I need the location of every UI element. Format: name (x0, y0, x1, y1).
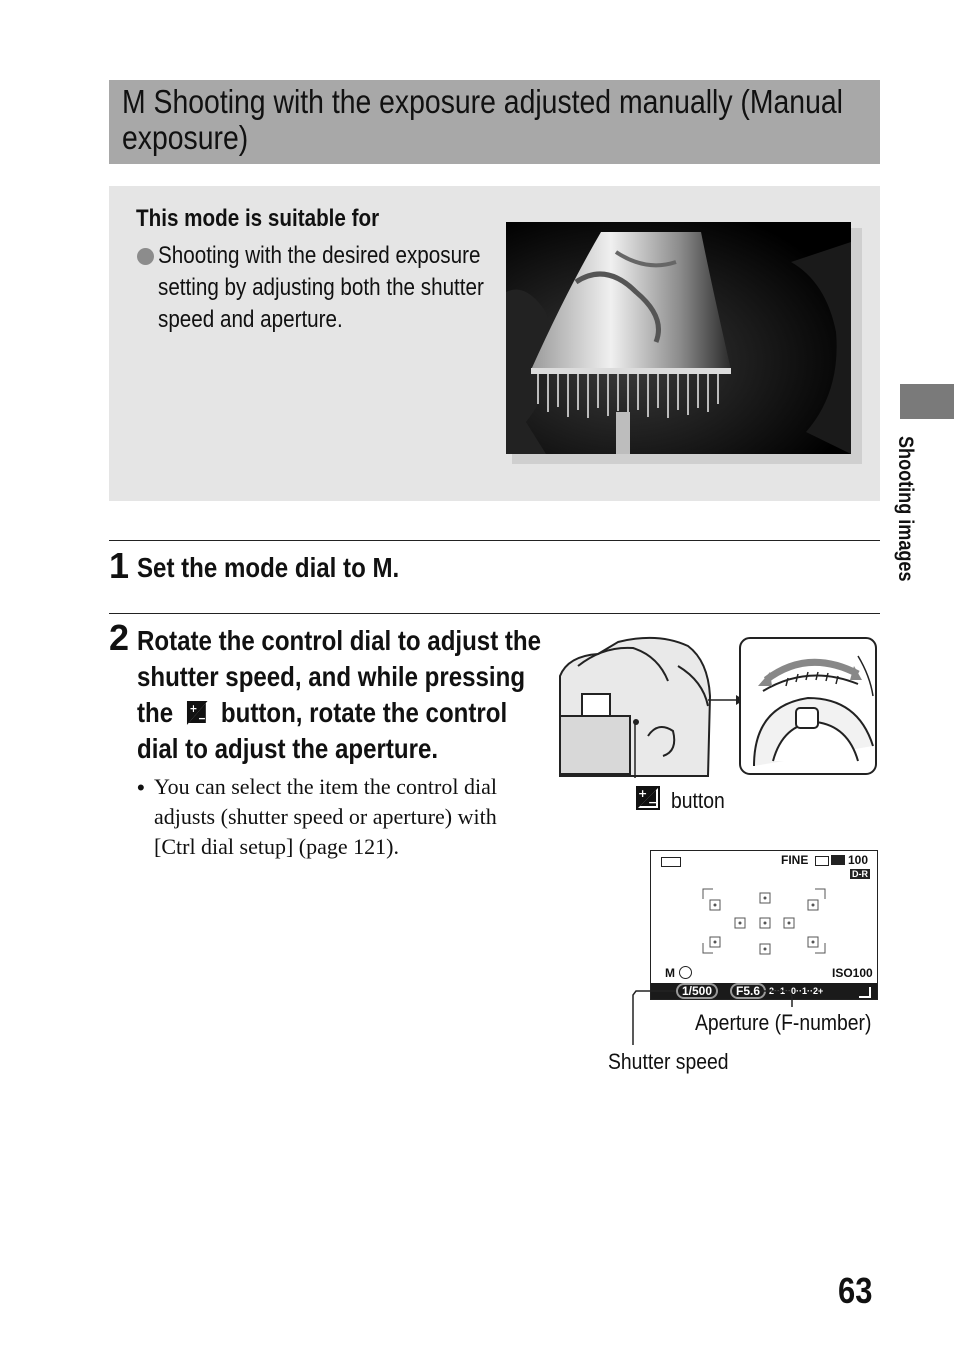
svg-text:+: + (638, 787, 648, 800)
lcd-aperture: F5.6 (730, 983, 766, 999)
mode-letter-icon: M (122, 83, 146, 120)
step-2-number: 2 (109, 617, 130, 658)
lcd-mode: M (665, 966, 675, 980)
lcd-iso: ISO100 (832, 966, 873, 980)
button-caption: button (671, 788, 725, 813)
camera-drawing (558, 636, 878, 778)
svg-text:−: − (648, 796, 658, 809)
lcd-exposure-scale: 2··1··0··1··2+ (769, 986, 824, 996)
step-2-rule (109, 613, 880, 614)
svg-text:−: − (197, 712, 206, 725)
exposure-comp-icon (187, 698, 208, 725)
signal-bars-icon (859, 987, 871, 998)
step-2-note: You can select the item the control dial adjusts (shutter speed or aperture) with [Ctrl dial setup] (page 121). (154, 774, 497, 859)
step-2-text-after: button, rotate the control dial to adjust the aperture. (137, 697, 508, 764)
section-label (893, 436, 923, 616)
title-text: Shooting with the exposure adjusted manually (Manual exposure) (122, 83, 843, 156)
lcd-quality: FINE (781, 853, 809, 867)
lamp-illustration (506, 222, 851, 454)
step-1-text: Set the mode dial to M. (137, 552, 400, 583)
bullet-dot-icon (137, 248, 154, 265)
step-2-text-before: Rotate the control dial to adjust the shutter speed, and while pressing the (137, 625, 542, 728)
page-title (122, 84, 867, 156)
suitable-heading: This mode is suitable for (136, 205, 380, 232)
shutter-caption: Shutter speed (608, 1049, 729, 1074)
exposure-comp-button-icon (636, 786, 660, 810)
svg-text:+: + (189, 702, 198, 716)
page-number: 63 (838, 1270, 873, 1311)
flash-off-icon (679, 966, 692, 979)
lcd-display (650, 850, 878, 1000)
section-label-text: Shooting images (894, 436, 917, 582)
lcd-image-count: 100 (848, 853, 869, 867)
step-1-number: 1 (109, 545, 130, 586)
camera-figure (558, 636, 878, 778)
aperture-caption: Aperture (F-number) (695, 1010, 872, 1035)
lcd-shutter: 1/500 (676, 983, 718, 999)
step-1-rule (109, 540, 880, 541)
dro-badge: D-R (852, 869, 868, 879)
note-bullet-icon: • (137, 775, 145, 800)
section-tab (900, 384, 954, 419)
suitable-bullet: Shooting with the desired exposure setting by adjusting both the shutter speed and aperture. (158, 242, 484, 333)
step-2-text (137, 623, 541, 767)
lamp-photo (506, 222, 851, 454)
